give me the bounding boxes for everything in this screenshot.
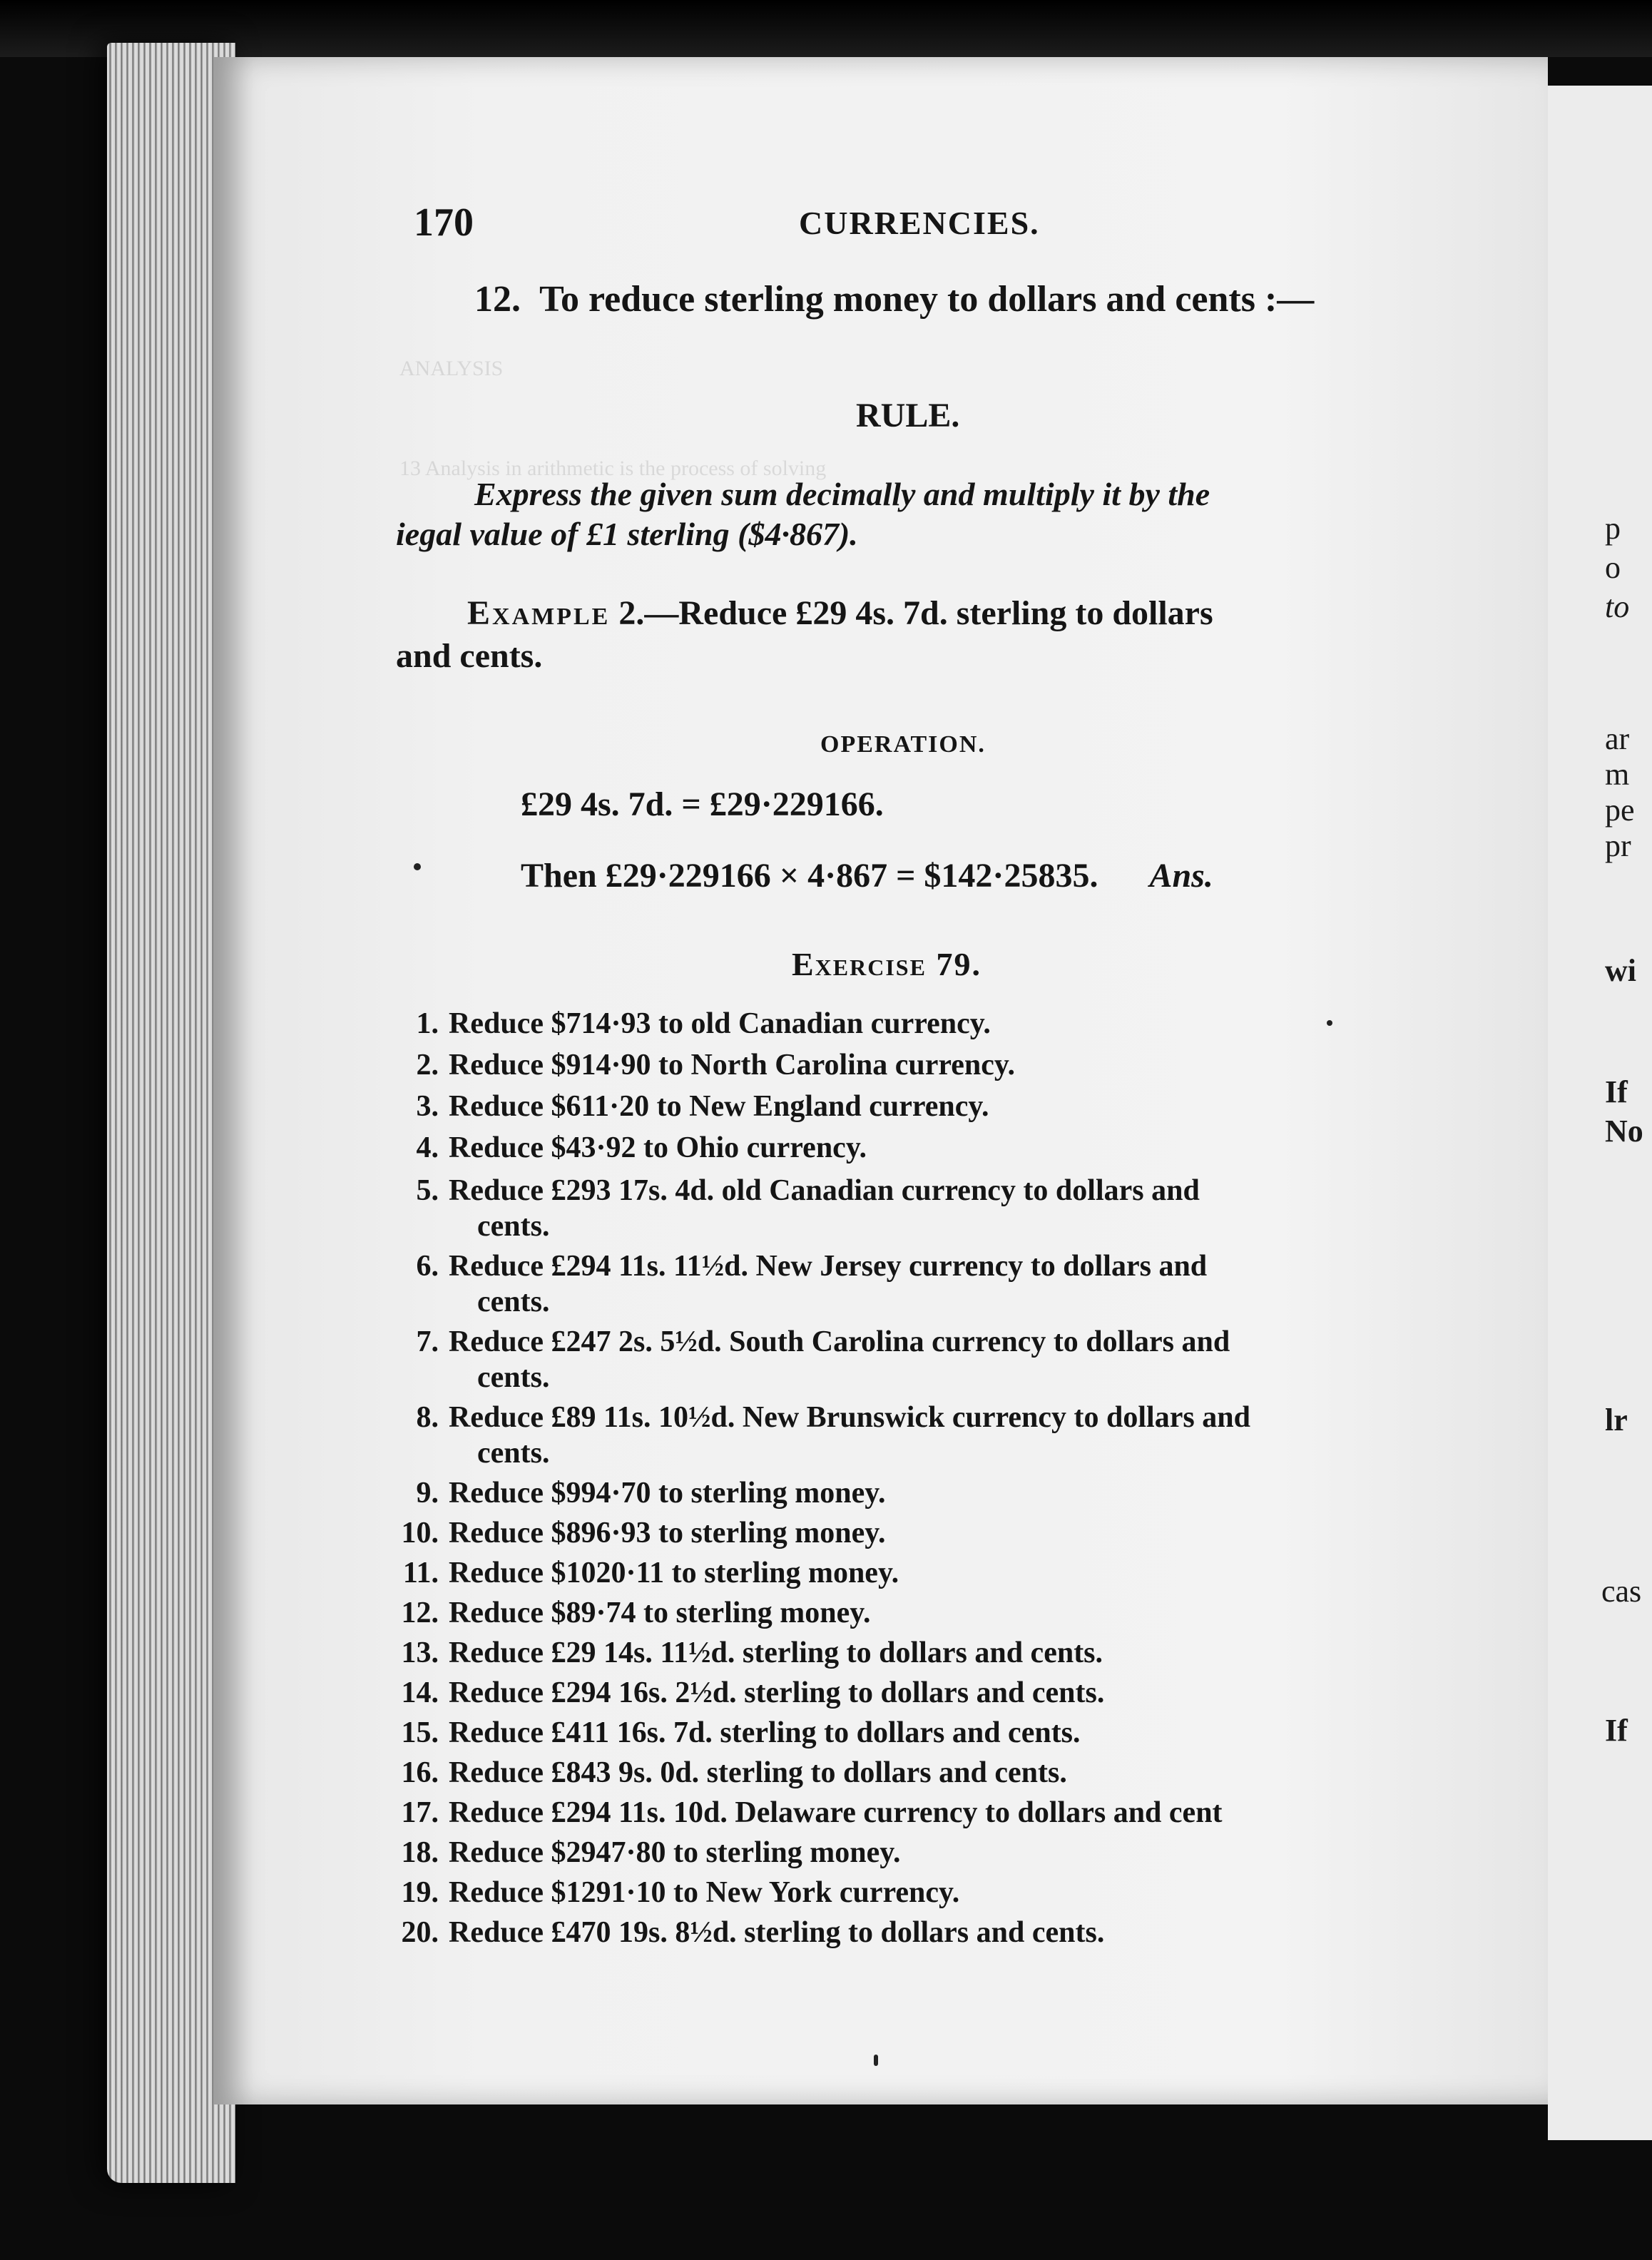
operation-line: £29 4s. 7d. = £29·229166. — [521, 785, 884, 823]
exercise-item — [389, 1400, 1437, 1471]
exercise-number: 9. — [416, 1477, 439, 1510]
facing-page-fragment: to — [1605, 589, 1630, 624]
exercise-text-continuation: cents. — [477, 1361, 550, 1394]
page-number: 170 — [414, 200, 474, 245]
exercise-text: Reduce $1020·11 to sterling money. — [449, 1557, 899, 1589]
exercise-number: 14. — [401, 1676, 439, 1709]
exercise-item — [389, 1130, 1437, 1166]
facing-page-fragment: No — [1605, 1114, 1643, 1149]
exercise-heading: Exercise 79. — [792, 946, 981, 982]
exercise-text-continuation: cents. — [477, 1210, 550, 1243]
exercise-item — [389, 1324, 1437, 1395]
exercise-text: Reduce $43·92 to Ohio currency. — [449, 1131, 867, 1164]
example-text: 2.—Reduce £29 4s. 7d. sterling to dollars — [618, 594, 1213, 632]
exercise-item — [389, 1755, 1437, 1791]
exercise-item — [389, 1006, 1437, 1042]
ink-speck — [1327, 1020, 1332, 1026]
exercise-text-continuation: cents. — [477, 1437, 550, 1470]
operation-heading: OPERATION. — [820, 731, 986, 758]
exercise-number: 10. — [401, 1517, 439, 1549]
exercise-text: Reduce $914·90 to North Carolina currency. — [449, 1049, 1016, 1081]
exercise-text: Reduce $611·20 to New England currency. — [449, 1090, 989, 1123]
exercise-item — [389, 1875, 1437, 1910]
exercise-number: 13. — [401, 1637, 439, 1669]
facing-page-fragment: p — [1605, 511, 1621, 546]
exercise-number: 12. — [401, 1597, 439, 1629]
facing-page-fragment: wi — [1605, 953, 1636, 988]
facing-page-fragment: If — [1605, 1074, 1628, 1109]
exercise-number: 4. — [416, 1131, 439, 1164]
exercise-text: Reduce $89·74 to sterling money. — [449, 1597, 871, 1629]
exercise-item — [389, 1715, 1437, 1751]
facing-page-fragment: cas — [1601, 1574, 1642, 1609]
rule-line: iegal value of £1 sterling ($4·867). — [396, 516, 858, 552]
section-number: 12. — [474, 279, 521, 320]
exercise-item — [389, 1047, 1437, 1083]
rule-text — [396, 474, 1437, 554]
exercise-text: Reduce £843 9s. 0d. sterling to dollars and cents. — [449, 1756, 1067, 1789]
exercise-text: Reduce £294 16s. 2½d. sterling to dollars and cents. — [449, 1676, 1105, 1709]
answer-label: Ans. — [1149, 857, 1213, 895]
exercise-text: Reduce $2947·80 to sterling money. — [449, 1836, 901, 1869]
exercise-item — [389, 1635, 1437, 1671]
facing-page-fragment: pe — [1605, 793, 1635, 828]
example-block — [396, 592, 1437, 678]
example-line — [396, 592, 1437, 635]
exercise-number: 15. — [401, 1716, 439, 1749]
exercise-item — [389, 1835, 1437, 1870]
exercise-text-line: Reduce £89 11s. 10½d. New Brunswick currency to dollars and — [449, 1401, 1250, 1434]
exercise-text: Reduce £29 14s. 11½d. sterling to dollars and cents. — [449, 1637, 1103, 1669]
exercise-text-line: Reduce £294 11s. 11½d. New Jersey currency to dollars and — [449, 1250, 1208, 1283]
exercise-text — [449, 1173, 1433, 1244]
running-head — [414, 200, 1384, 243]
operation-calculation: Then £29·229166 × 4·867 = $142·25835. — [521, 857, 1098, 895]
exercise-number: 6. — [416, 1250, 439, 1283]
example-line: and cents. — [396, 637, 543, 675]
exercise-number: 18. — [401, 1836, 439, 1869]
exercise-text-line: Reduce £293 17s. 4d. old Canadian currency to dollars and — [449, 1174, 1200, 1207]
chapter-title: CURRENCIES. — [799, 205, 1040, 241]
facing-page-fragment: m — [1605, 757, 1630, 792]
exercise-item — [389, 1795, 1437, 1831]
exercise-item — [389, 1173, 1437, 1244]
exercise-item — [389, 1555, 1437, 1591]
exercise-number: 11. — [402, 1557, 439, 1589]
exercise-number: 7. — [416, 1325, 439, 1358]
example-label: Example — [467, 594, 611, 632]
exercise-text — [449, 1400, 1433, 1471]
exercise-number: 19. — [401, 1876, 439, 1909]
exercise-number: 1. — [416, 1007, 439, 1040]
rule-line: Express the given sum decimally and multiply it by the — [474, 476, 1210, 512]
facing-page-fragment: pr — [1605, 828, 1631, 863]
exercise-number: 16. — [401, 1756, 439, 1789]
exercise-item — [389, 1915, 1437, 1950]
facing-page-fragment: o — [1605, 550, 1621, 585]
exercise-item — [389, 1089, 1437, 1124]
facing-page-fragment: If — [1605, 1713, 1628, 1748]
show-through-text: 13 Analysis in arithmetic is the process of solving — [399, 457, 827, 480]
section-intro — [474, 278, 1314, 320]
ink-speck — [414, 863, 421, 870]
ink-speck — [874, 2055, 878, 2066]
exercise-item — [389, 1595, 1437, 1631]
exercise-text: Reduce $714·93 to old Canadian currency. — [449, 1007, 991, 1040]
exercise-item — [389, 1515, 1437, 1551]
rule-heading: RULE. — [856, 397, 960, 434]
exercise-number: 8. — [416, 1401, 439, 1434]
exercise-text-continuation: cents. — [477, 1286, 550, 1318]
exercise-text: Reduce £294 11s. 10d. Delaware currency to dollars and cent — [449, 1796, 1223, 1829]
facing-page-fragment: ar — [1605, 721, 1630, 756]
exercise-number: 3. — [416, 1090, 439, 1123]
exercise-text — [449, 1324, 1433, 1395]
section-intro-text: To reduce sterling money to dollars and cents :— — [539, 279, 1315, 320]
operation-line — [521, 856, 1213, 895]
exercise-number: 5. — [416, 1174, 439, 1207]
exercise-list — [389, 1006, 1437, 1950]
exercise-text — [449, 1248, 1433, 1320]
exercise-text: Reduce £411 16s. 7d. sterling to dollars and cents. — [449, 1716, 1081, 1749]
show-through-text: ANALYSIS — [399, 357, 504, 380]
facing-page-fragment: lr — [1605, 1403, 1628, 1437]
exercise-text: Reduce £470 19s. 8½d. sterling to dollars and cents. — [449, 1916, 1105, 1949]
exercise-item — [389, 1248, 1437, 1320]
exercise-item — [389, 1675, 1437, 1711]
exercise-text-line: Reduce £247 2s. 5½d. South Carolina currency to dollars and — [449, 1325, 1230, 1358]
exercise-item — [389, 1475, 1437, 1511]
exercise-number: 17. — [401, 1796, 439, 1829]
exercise-number: 20. — [401, 1916, 439, 1949]
exercise-text: Reduce $1291·10 to New York currency. — [449, 1876, 960, 1909]
exercise-text: Reduce $896·93 to sterling money. — [449, 1517, 886, 1549]
exercise-text: Reduce $994·70 to sterling money. — [449, 1477, 886, 1510]
exercise-number: 2. — [416, 1049, 439, 1081]
scanner-background — [0, 0, 1652, 57]
